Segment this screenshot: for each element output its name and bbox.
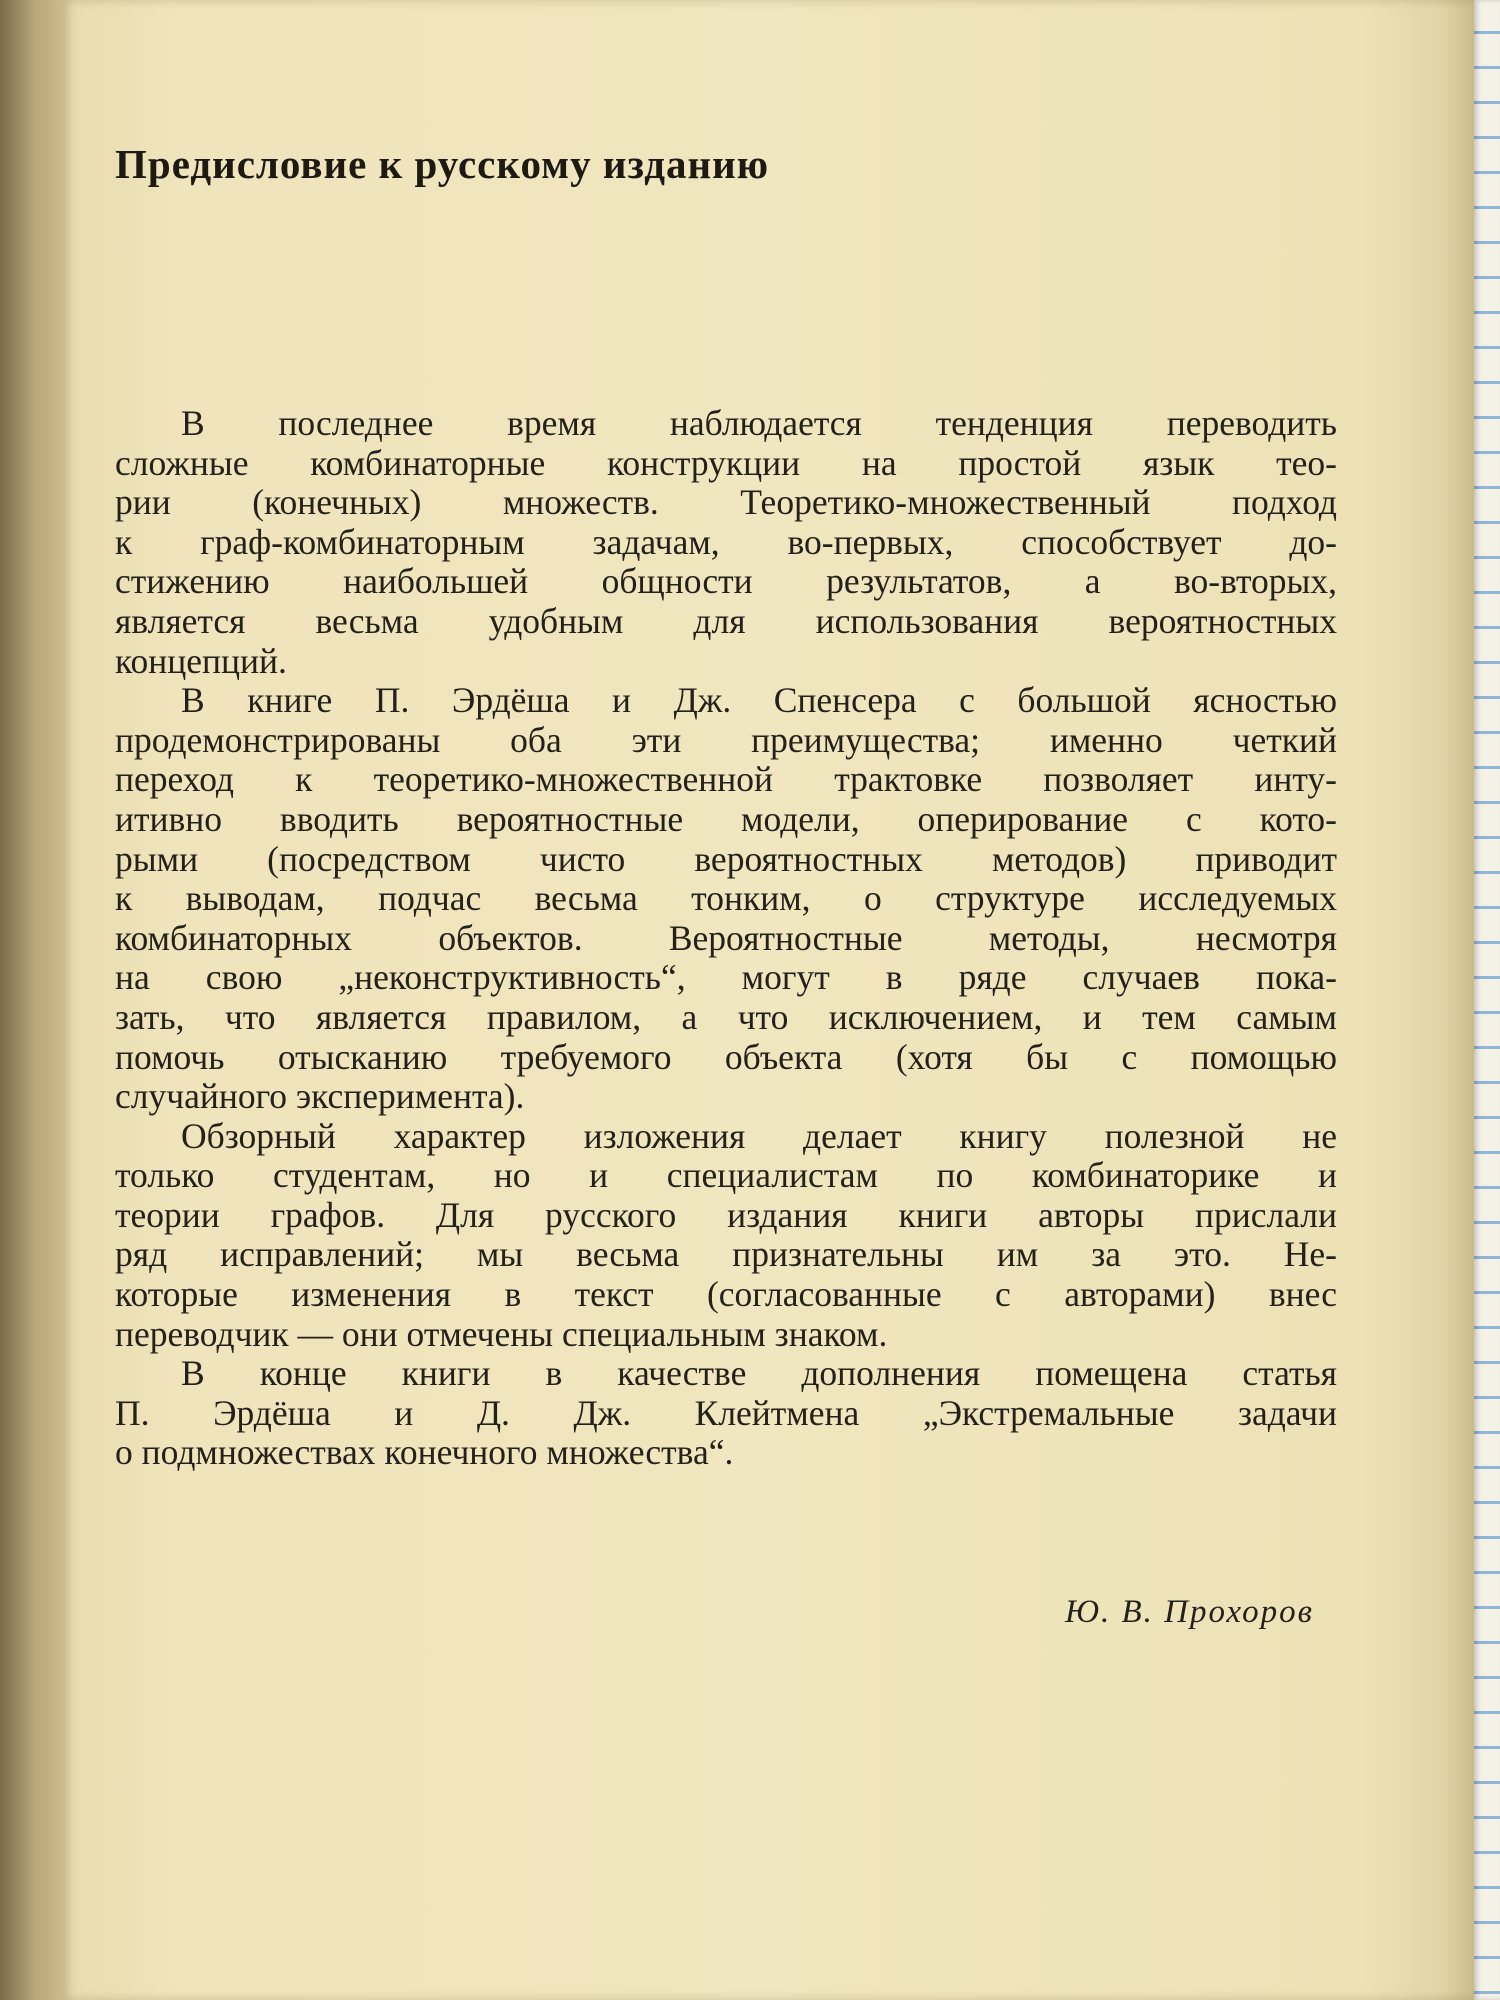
preface-body <box>115 404 1337 1473</box>
text-line: зать, что является правилом, а что исключением, и тем самым <box>115 996 1337 1037</box>
text-line: только студентам, но и специалистам по комбинаторике и <box>115 1155 1337 1196</box>
text-line: на свою „неконструктивность“, могут в ряде случаев пока- <box>115 957 1337 998</box>
text-line: комбинаторных объектов. Вероятностные методы, несмотря <box>115 917 1337 958</box>
text-line: которые изменения в текст (согласованные с авторами) внес <box>115 1274 1337 1315</box>
text-line: итивно вводить вероятностные модели, оперирование с кото- <box>115 798 1337 839</box>
text-line: к выводам, подчас весьма тонким, о структуре исследуемых <box>115 878 1337 919</box>
paragraph-2 <box>115 681 1337 1117</box>
text-line: стижению наибольшей общности результатов, а во-вторых, <box>115 561 1337 602</box>
text-line: сложные комбинаторные конструкции на простой язык тео- <box>115 442 1337 483</box>
underlying-notebook-page <box>1474 0 1500 2000</box>
text-line: случайного эксперимента). <box>115 1076 525 1117</box>
paragraph-4 <box>115 1354 1337 1473</box>
text-line: теории графов. Для русского издания книги авторы прислали <box>115 1194 1337 1235</box>
text-line: В книге П. Эрдёша и Дж. Спенсера с большой ясностью <box>181 680 1337 721</box>
paragraph-3 <box>115 1117 1337 1355</box>
text-line: к граф-комбинаторным задачам, во-первых, способствует до- <box>115 521 1337 562</box>
author-signature: Ю. В. Прохоров <box>1064 1594 1314 1630</box>
text-line: концепций. <box>115 640 287 681</box>
page-title: Предисловие к русскому изданию <box>115 141 770 187</box>
text-line: переход к теоретико-множественной трактовке позволяет инту- <box>115 759 1337 800</box>
text-line: рии (конечных) множеств. Теоретико-множественный подход <box>115 482 1337 523</box>
text-line: рыми (посредством чисто вероятностных методов) приводит <box>115 838 1337 879</box>
text-line: о подмножествах конечного множества“. <box>115 1432 734 1473</box>
text-line: переводчик — они отмечены специальным знаком. <box>115 1313 888 1354</box>
text-line: продемонстрированы оба эти преимущества; именно четкий <box>115 719 1337 760</box>
book-binding-edge <box>0 0 62 2000</box>
text-line: В конце книги в качестве дополнения помещена статья <box>181 1353 1337 1394</box>
text-line: П. Эрдёша и Д. Дж. Клейтмена „Экстремальные задачи <box>115 1392 1337 1433</box>
text-line: В последнее время наблюдается тенденция переводить <box>181 403 1337 443</box>
text-line: помочь отысканию требуемого объекта (хотя бы с помощью <box>115 1036 1337 1077</box>
paragraph-1 <box>115 404 1337 681</box>
text-line: ряд исправлений; мы весьма признательны им за это. Не- <box>115 1234 1337 1275</box>
text-line: Обзорный характер изложения делает книгу полезной не <box>181 1115 1337 1156</box>
page-edge-shading <box>1440 0 1474 2000</box>
text-line: является весьма удобным для использования вероятностных <box>115 600 1337 641</box>
